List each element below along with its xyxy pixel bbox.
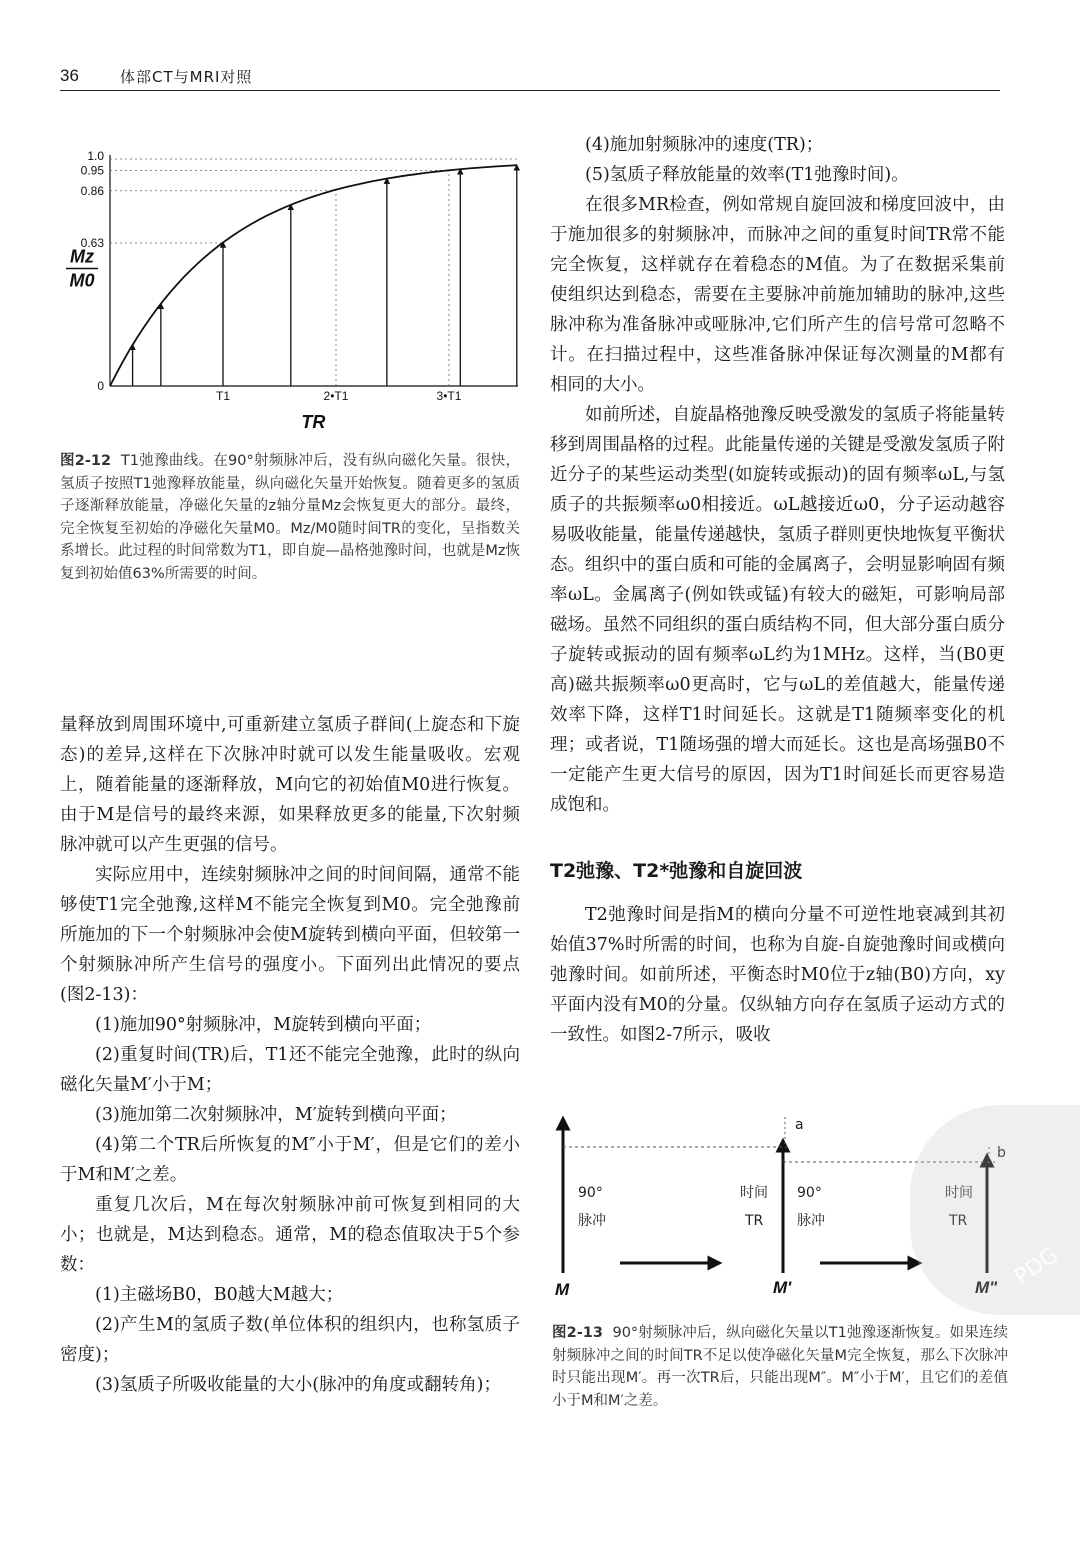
right-column-text-top — [550, 130, 1005, 820]
paragraph: 如前所述，自旋晶格弛豫反映受激发的氢质子将能量转移到周围晶格的过程。此能量传递的关键是受激发氢质子附近分子的某些运动类型(如旋转或振动)的固有频率ωL,与氢质子的共振频率ω0相接近。ωL越接近ω0，分子运动越容易吸收能量，能量传递越快，氢质子群则更快地恢复平衡状态。组织中的蛋白质和可能的金属离子，会明显影响固有频率ωL。金属离子(例如铁或锰)有较大的磁矩，可影响局部磁场。虽然不同组织的蛋白质结构不同，但大部分蛋白质分子旋转或振动的固有频率ωL约为1MHz。这样，当(B0更高)磁共振频率ω0更高时，它与ωL的差值越大，能量传递效率下降，这样T1时间延长。这就是T1随频率变化的机理；或者说，T1随场强的增大而延长。这也是高场强B0不一定能产生更大信号的原因，因为T1时间延长而更容易造成饱和。 — [550, 405, 1005, 815]
figure-2-12-caption — [60, 450, 520, 585]
marker-a-label: a — [795, 1117, 804, 1133]
time-label: TR — [745, 1213, 764, 1229]
list-item: (3)氢质子所吸收能量的大小(脉冲的角度或翻转角)； — [95, 1375, 501, 1395]
figure-2-13-caption-text: 90°射频脉冲后，纵向磁化矢量以T1弛豫逐渐恢复。如果连续射频脉冲之间的时间TR不足以使净磁化矢量M完全恢复，那么下次脉冲时只能出现M′。再一次TR后，只能出现M″。M″小于M′，且它们的差值小于M和M′之差。 — [552, 1325, 1009, 1409]
y-axis-title-denominator: M0 — [69, 270, 95, 291]
y-tick-label: 0.63 — [80, 235, 104, 250]
list-item: (2)重复时间(TR)后，T1还不能完全弛豫，此时的纵向磁化矢量M′小于M； — [60, 1045, 520, 1095]
figure-2-13-label: 图2-13 — [552, 1325, 603, 1341]
figure-2-12-label: 图2-12 — [60, 453, 112, 469]
book-title: 体部CT与MRI对照 — [120, 68, 253, 86]
x-tick-label: T1 — [215, 389, 231, 403]
x-tick-label: 2•T1 — [323, 389, 349, 403]
list-item: (1)施加90°射频脉冲，M旋转到横向平面； — [95, 1015, 432, 1035]
y-tick-label: 0.86 — [80, 183, 104, 198]
paragraph: 在很多MR检查，例如常规自旋回波和梯度回波中，由于施加很多的射频脉冲，而脉冲之间的重复时间TR常不能完全恢复，这样就存在着稳态的M值。为了在数据采集前使组织达到稳态，需要在主要脉冲前施加辅助的脉冲,这些脉冲称为准备脉冲或哑脉冲,它们所产生的信号常可忽略不计。在扫描过程中，这些准备脉冲保证每次测量的M都有相同的大小。 — [550, 195, 1005, 395]
pulse-label: 90° — [797, 1185, 822, 1201]
paragraph: T2弛豫时间是指M的横向分量不可逆性地衰减到其初始值37%时所需的时间，也称为自旋-自旋弛豫时间或横向弛豫时间。如前所述，平衡态时M0位于z轴(B0)方向，xy平面内没有M0的分量。仅纵轴方向存在氢质子运动方式的一致性。如图2-7所示，吸收 — [550, 905, 1005, 1045]
recovery-curve — [110, 165, 517, 386]
y-axis-title-numerator: Mz — [70, 246, 94, 267]
time-label: 时间 — [740, 1185, 768, 1201]
figure-2-13-caption — [552, 1322, 1008, 1412]
list-item: (4)第二个TR后所恢复的M″小于M′，但是它们的差小于M和M′之差。 — [60, 1135, 520, 1185]
list-item: (1)主磁场B0，B0越大M越大； — [95, 1285, 344, 1305]
x-tick-label: 3•T1 — [436, 389, 462, 403]
figure-2-12-caption-text: T1弛豫曲线。在90°射频脉冲后，没有纵向磁化矢量。很快，氢质子按照T1弛豫释放能量，纵向磁化矢量开始恢复。随着更多的氢质子逐渐释放能量，净磁化矢量的z轴分量Mz会恢复更大的部分。最终，完全恢复至初始的净磁化矢量M0。Mz/M0随时间TR的变化，呈指数关系增长。此过程的时间常数为T1，即自旋—晶格弛豫时间，也就是Mz恢复到初始值63%所需要的时间。 — [60, 453, 521, 582]
right-column-text-bottom — [550, 900, 1005, 1050]
section-heading: T2弛豫、T2*弛豫和自旋回波 — [550, 860, 803, 882]
list-item: (4)施加射频脉冲的速度(TR)； — [585, 135, 824, 155]
t1-relaxation-chart — [60, 135, 530, 435]
page-number: 36 — [60, 66, 79, 85]
list-item: (3)施加第二次射频脉冲，M′旋转到横向平面； — [95, 1105, 457, 1125]
list-item: (5)氢质子释放能量的效率(T1弛豫时间)。 — [585, 165, 909, 185]
time-label: TR — [949, 1213, 968, 1229]
vector-M2-label: M" — [975, 1278, 998, 1297]
watermark-seal — [910, 1105, 1080, 1315]
pulse-label: 脉冲 — [797, 1213, 825, 1229]
pulse-label: 脉冲 — [578, 1213, 606, 1229]
y-tick-label: 1.0 — [87, 149, 104, 163]
list-item: (2)产生M的氢质子数(单位体积的组织内，也称氢质子密度)； — [60, 1315, 520, 1365]
paragraph: 量释放到周围环境中,可重新建立氢质子群间(上旋态和下旋态)的差异,这样在下次脉冲时就可以发生能量吸收。宏观上，随着能量的逐渐释放，M向它的初始值M0进行恢复。由于M是信号的最终来源，如果释放更多的能量,下次射频脉冲就可以产生更强的信号。 — [60, 715, 520, 855]
running-header — [60, 66, 1000, 91]
marker-b-label: b — [997, 1145, 1006, 1161]
vector-M-label: M — [555, 1280, 570, 1299]
time-label: 时间 — [945, 1185, 973, 1201]
x-axis-title: TR — [301, 412, 326, 432]
y-tick-label: 0 — [97, 379, 104, 393]
left-column-text — [60, 710, 520, 1400]
vector-M1-label: M' — [773, 1278, 792, 1297]
watermark-text: PDG — [1009, 1242, 1063, 1291]
paragraph: 实际应用中，连续射频脉冲之间的时间间隔，通常不能够使T1完全弛豫,这样M不能完全恢复到M0。完全弛豫前所施加的下一个射频脉冲会使M旋转到横向平面，但较第一个射频脉冲所产生信号的强度小。下面列出此情况的要点(图2-13)： — [60, 865, 520, 1005]
y-tick-label: 0.95 — [80, 163, 104, 178]
paragraph: 重复几次后，M在每次射频脉冲前可恢复到相同的大小；也就是，M达到稳态。通常，M的稳态值取决于5个参数： — [60, 1195, 520, 1275]
pulse-label: 90° — [578, 1185, 603, 1201]
